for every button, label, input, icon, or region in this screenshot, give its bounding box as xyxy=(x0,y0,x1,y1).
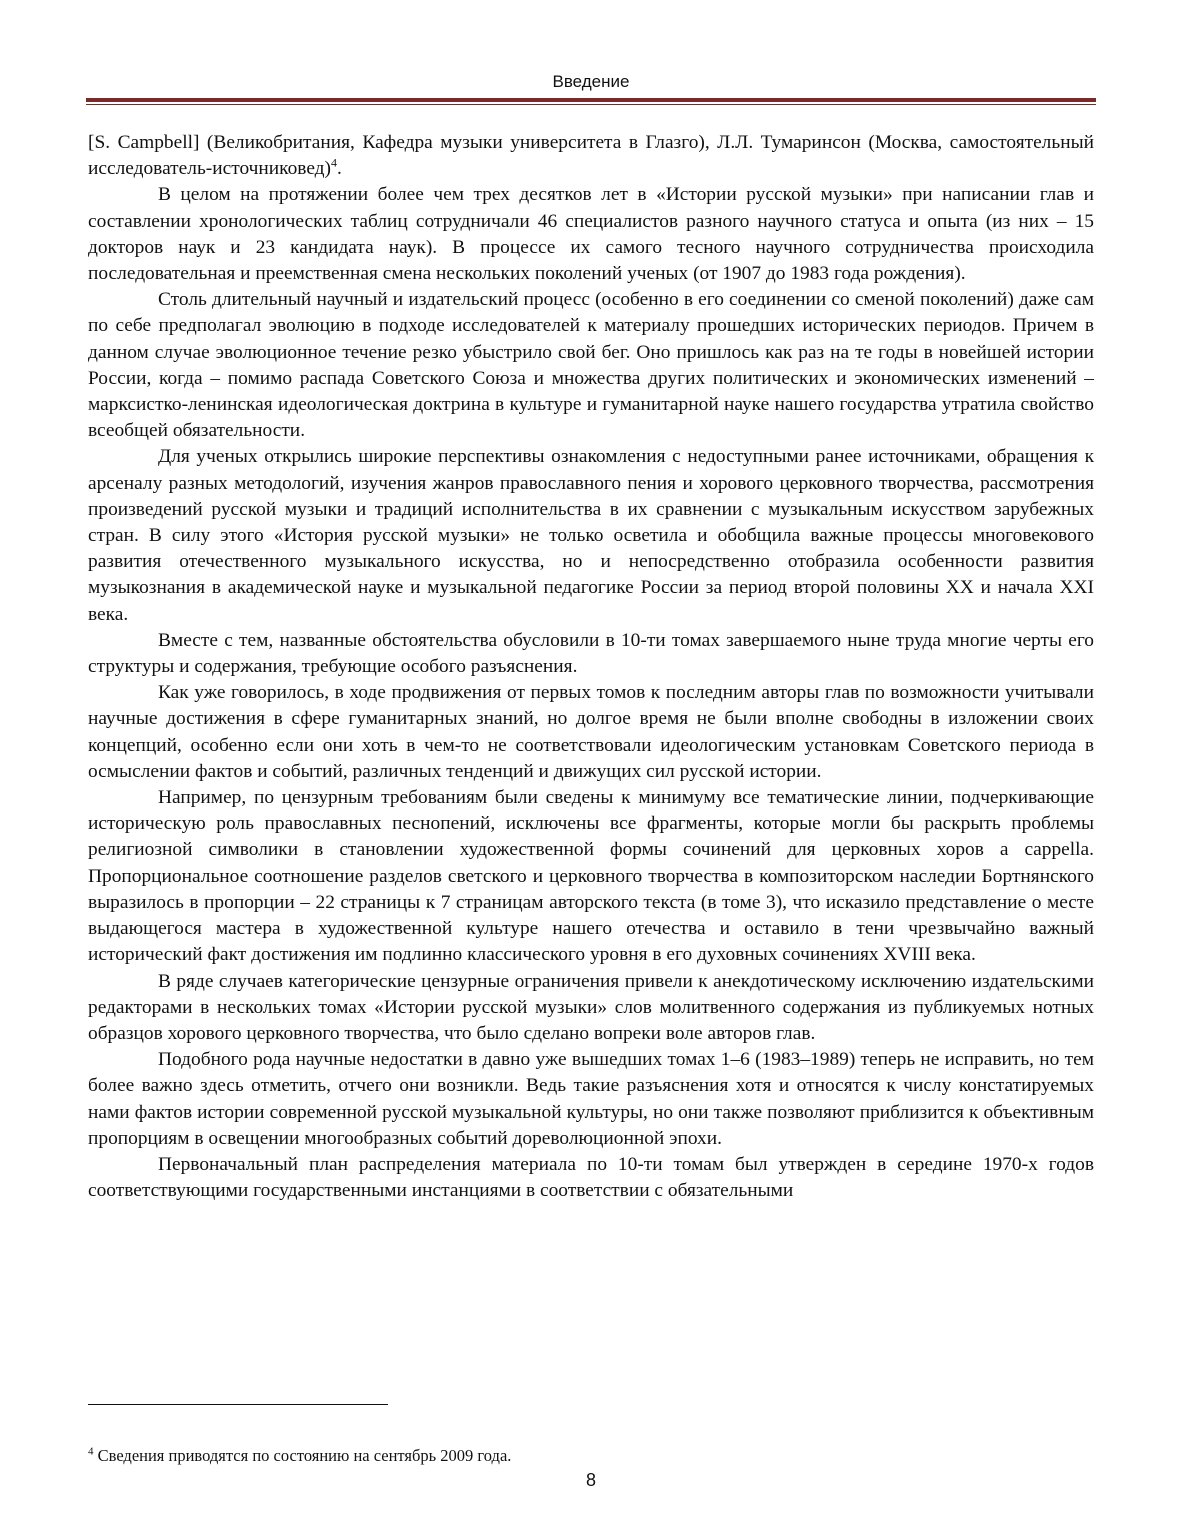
paragraph-5: Вместе с тем, названные обстоятельства обусловили в 10-ти томах завершаемого ныне труда многие черты его структуры и содержания, требующие особого разъяснения. xyxy=(88,629,1094,678)
paragraph-6: Как уже говорилось, в ходе продвижения от первых томов к последним авторы глав по возможности учитывали научные достижения в сфере гуманитарных знаний, но долгое время не были вполне свободны в изложении своих концепций, особенно если они хоть в чем-то не соответствовали идеологическим установкам Советского периода в осмыслении фактов и событий, различных тенденций и движущих сил русской истории. xyxy=(88,682,1094,782)
paragraph-1: [S. Campbell] (Великобритания, Кафедра музыки университета в Глазго), Л.Л. Тумаринсон (Москва, самостоятельный исследователь-источниковед)$^4$. xyxy=(88,132,1094,180)
header-rule-thin xyxy=(86,104,1096,105)
paragraph-7: Например, по цензурным требованиям были сведены к минимуму все тематические линии, подчеркивающие историческую роль православных песнопений, исключены все фрагменты, которые могли бы раскрыть проблемы религиозной символики в становлении художественной формы сочинений для церковных хоров a cappella. Пропорциональное соотношение разделов светского и церковного творчества в композиторском наследии Бортнянского выразилось в пропорции – 22 страницы к 7 страницам авторского текста (в томе 3), что исказило представление о месте выдающегося мастера в художественной культуре нашего отечества и оставило в тени чрезвычайно важный исторический факт достижения им подлинно классического уровня в его духовных сочинениях XVIII века. xyxy=(88,787,1094,966)
paragraph-4: Для ученых открылись широкие перспективы ознакомления с недоступными ранее источниками, обращения к арсеналу разных методологий, изучения жанров православного пения и хорового церковного творчества, рассмотрения произведений русской музыки и традиций исполнительства в их сравнении с музыкальным искусством зарубежных стран. В силу этого «История русской музыки» не только осветила и обобщила важные процессы многовекового развития отечественного музыкального искусства, но и непосредственно отобразила особенности развития музыкознания в академической науке и музыкальной педагогике России за период второй половины XX и начала XXI века. xyxy=(88,446,1094,625)
paragraph-1-text: [S. Campbell] (Великобритания, Кафедра музыки университета в Глазго), Л.Л. Тумаринсон (Москва, самостоятельный исследователь-источниковед) xyxy=(88,132,1094,180)
header-rule-thick xyxy=(86,98,1096,102)
page-number: 8 xyxy=(585,1470,596,1490)
footnote xyxy=(88,1445,1094,1467)
paragraph-8: В ряде случаев категорические цензурные ограничения привели к анекдотическому исключению издательскими редакторами в нескольких томах «Истории русской музыки» слов молитвенного содержания из публикуемых нотных образцов хорового церковного творчества, что было сделано вопреки воле авторов глав. xyxy=(88,970,1094,1044)
paragraph-9: Подобного рода научные недостатки в давно уже вышедших томах 1–6 (1983–1989) теперь не исправить, но тем более важно здесь отметить, отчего они возникли. Ведь такие разъяснения хотя и относятся к числу констатируемых нами фактов истории современной русской музыкальной культуры, но они также позволяют приблизится к объективным пропорциям в освещении многообразных событий дореволюционной эпохи. xyxy=(88,1049,1094,1149)
footnote-marker: 4 xyxy=(88,1445,94,1458)
footnote-reference[interactable]: 4 xyxy=(331,155,337,170)
footnote-separator xyxy=(88,1404,388,1405)
paragraph-2: В целом на протяжении более чем трех десятков лет в «Истории русской музыки» при написании глав и составлении хронологических таблиц сотрудничали 46 специалистов разного научного статуса и опыта (из них – 15 докторов наук и 23 кандидата наук). В процессе их самого тесного научного сотрудничества происходила последовательная и преемственная смена нескольких поколений ученых (от 1907 до 1983 года рождения). xyxy=(88,184,1094,285)
body-text xyxy=(88,130,1094,1204)
running-header-title: Введение xyxy=(552,72,630,91)
paragraph-10: Первоначальный план распределения материала по 10-ти томам был утвержден в середине 1970-х годов соответствующими государственными инстанциями в соответствии с обязательными xyxy=(88,1153,1094,1202)
paragraph-3: Столь длительный научный и издательский процесс (особенно в его соединении со сменой поколений) даже сам по себе предполагал эволюцию в подходе исследователей к материалу прошедших исторических периодов. Причем в данном случае эволюционное течение резко убыстрило свой бег. Оно пришлось как раз на те годы в новейшей истории России, когда – помимо распада Советского Союза и множества других политических и экономических изменений – марксистко-ленинская идеологическая доктрина в культуре и гуманитарной науке нашего государства утратила свойство всеобщей обязательности. xyxy=(88,289,1094,442)
footnote-text: Сведения приводятся по состоянию на сентябрь 2009 года. xyxy=(93,1446,512,1465)
